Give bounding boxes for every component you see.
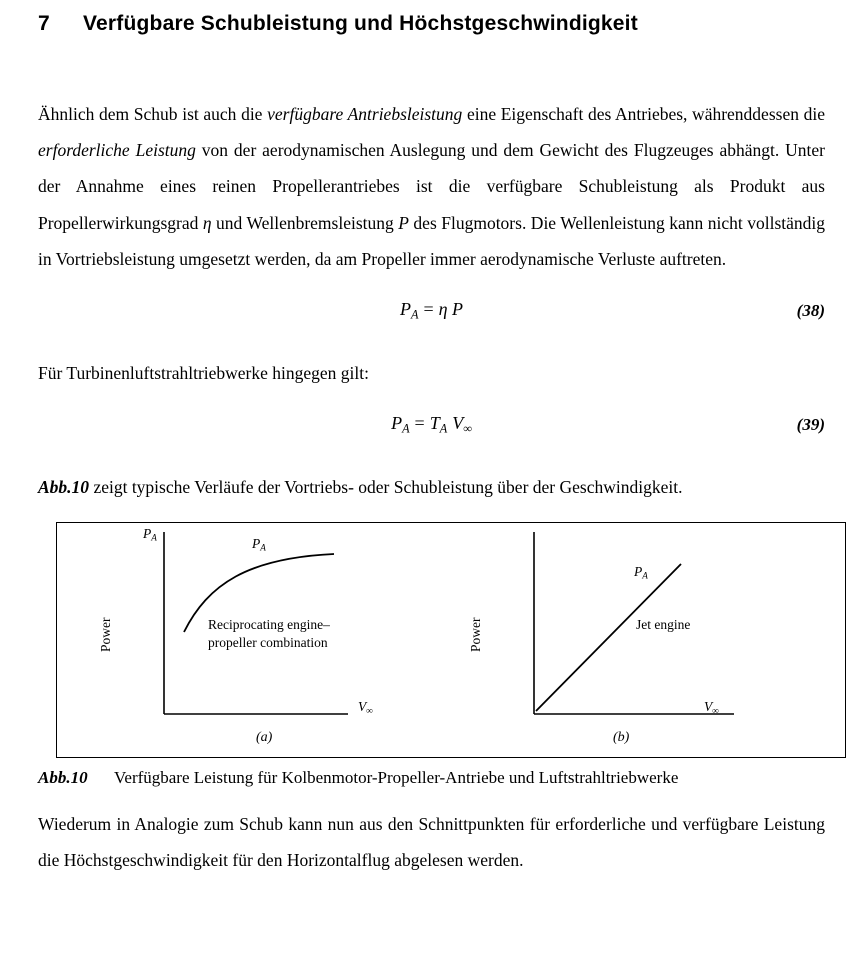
panel-b-curve-label: $P_A$ <box>634 563 648 581</box>
intro-text-2: eine Eigenschaft des Antriebes, währenddessen die <box>462 104 825 124</box>
intro-symbol-p: P <box>398 212 409 233</box>
section-heading <box>38 12 825 36</box>
paragraph-intro <box>38 96 825 277</box>
panel-a-axis-label: $P_A$ <box>143 525 157 543</box>
eq38-lhs-var: P <box>399 299 411 320</box>
equation-38-number: (38) <box>796 301 825 321</box>
paragraph-figure-lead <box>38 469 825 505</box>
eq39-lhs-sub: A <box>402 421 410 436</box>
intro-text-1: Ähnlich dem Schub ist auch die <box>38 104 268 124</box>
eq39-rhs-var-v: V <box>452 413 464 434</box>
figure-caption-label: Abb.10 <box>38 767 88 787</box>
figure-svg <box>56 522 846 758</box>
eq39-rhs-sub-a: A <box>439 421 448 436</box>
eq39-lhs-var: P <box>391 413 403 434</box>
paragraph-turbine-lead: Für Turbinenluftstrahltriebwerke hingegen gilt: <box>38 363 369 384</box>
panel-a-curve-label: $P_A$ <box>252 535 266 553</box>
equation-row-39 <box>38 413 825 447</box>
panel-a-annotation-line1: Reciprocating engine– <box>208 616 330 632</box>
eq39-equals: = <box>414 413 425 434</box>
figure-caption-text: Verfügbare Leistung für Kolbenmotor-Propeller-Antriebe und Luftstrahltriebwerke <box>114 767 679 787</box>
equation-38 <box>38 299 825 322</box>
intro-symbol-eta: η <box>202 212 212 233</box>
figure-lead-text: zeigt typische Verläufe der Vortriebs- oder Schubleistung über der Geschwindigkeit. <box>89 477 683 498</box>
intro-emphasis-1: verfügbare Antriebsleistung <box>267 104 463 124</box>
panel-a-xlabel: $V_\infty$ <box>358 698 373 716</box>
figure-abb10 <box>38 522 825 758</box>
figure-reference: Abb.10 <box>38 477 90 498</box>
eq38-lhs-sub: A <box>410 307 419 322</box>
figure-border <box>57 522 846 757</box>
equation-39 <box>38 413 825 436</box>
panel-b-subcaption: (b) <box>613 729 630 745</box>
intro-text-3: von der aerodynamischen Auslegung und dem Gewicht des Flugzeuges abhängt. Unter der Annahme eines reinen Propellerantriebes ist die verfügbare Schubleistung als Produkt aus Propellerwirkungsgrad <box>38 140 825 233</box>
section-title: Verfügbare Schubleistung und Höchstgeschwindigkeit <box>83 12 638 35</box>
panel-a-ylabel: Power <box>98 617 113 652</box>
intro-text-4: und Wellenbremsleistung <box>211 212 399 233</box>
section-number: 7 <box>38 12 50 35</box>
panel-a-annotation-line2: propeller combination <box>208 634 328 650</box>
panel-b-xlabel: $V_\infty$ <box>704 698 719 716</box>
equation-39-number: (39) <box>796 415 825 435</box>
eq39-rhs-var-t: T <box>429 413 440 434</box>
panel-b-ylabel: Power <box>468 617 483 652</box>
document-page <box>0 12 863 960</box>
intro-emphasis-2: erforderliche Leistung <box>38 140 196 161</box>
eq39-rhs-sub-inf: ∞ <box>463 421 472 436</box>
panel-b-annotation: Jet engine <box>636 616 691 632</box>
eq38-equals: = <box>423 299 434 320</box>
paragraph-closing: Wiederum in Analogie zum Schub kann nun aus den Schnittpunkten für erforderliche und verfügbare Leistung die Höchstgeschwindigkeit für den Horizontalflug abgelesen werden. <box>38 813 825 870</box>
equation-row-38 <box>38 299 825 333</box>
panel-a-subcaption: (a) <box>256 729 273 745</box>
figure-caption <box>38 768 825 788</box>
eq38-rhs: η P <box>438 299 464 320</box>
intro-text-5: des Flugmotors. Die Wellenleistung kann nicht vollständig in Vortriebsleistung umgesetzt werden, da am Propeller immer aerodynamische Verluste auftreten. <box>38 212 825 269</box>
figure-canvas <box>56 522 846 758</box>
